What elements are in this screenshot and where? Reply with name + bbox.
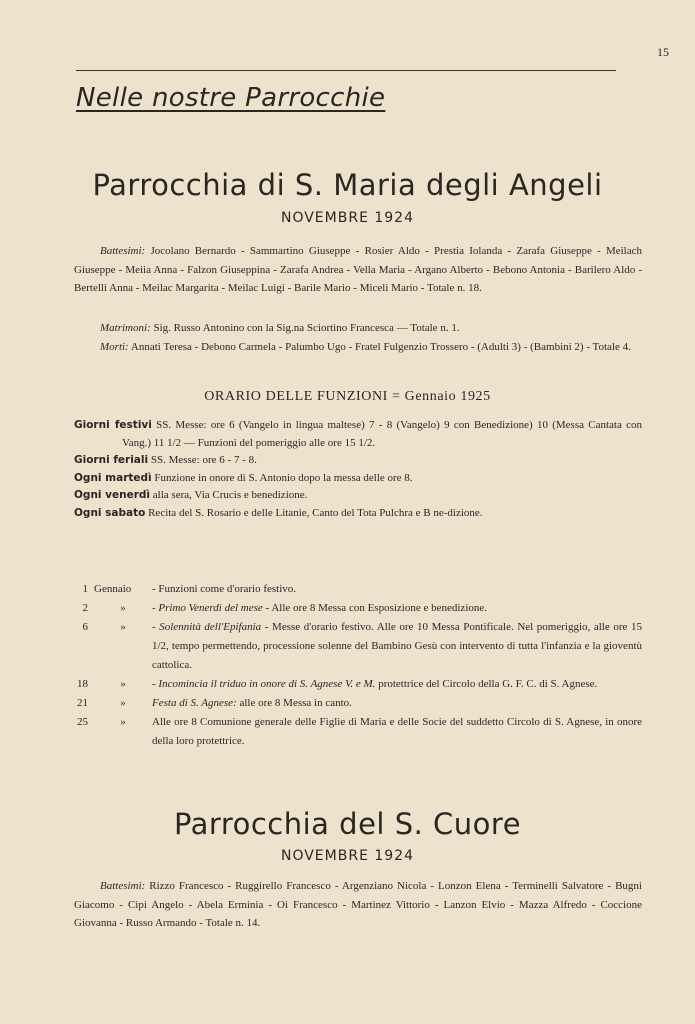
schedule-label: Ogni sabato	[74, 506, 146, 519]
parish-title-santa-maria: Parrocchia di S. Maria degli Angeli	[92, 168, 603, 202]
parish-title-sacro-cuore: Parrocchia del S. Cuore	[173, 807, 522, 841]
schedule-text: alla sera, Via Crucis e benedizione.	[152, 489, 308, 501]
schedule-text: SS. Messe: ore 6 (Vangelo in lingua maltese) 7 - 8 (Vangelo) 9 con Benedizione) 10 (Messa Cantata con Vang.) 11 1/2 — Funzioni del pomeriggio alle ore 15 1/2.	[122, 419, 642, 449]
schedule-row-venerdi	[74, 487, 642, 505]
calendar-month: »	[120, 716, 126, 728]
calendar-row	[74, 618, 642, 675]
calendar-detail: - Funzioni come d'orario festivo.	[152, 583, 297, 595]
schedule-label: Giorni festivi	[74, 419, 152, 431]
calendar-row	[74, 599, 642, 618]
baptisms-paragraph-santa-maria	[74, 242, 642, 298]
deaths-label: Morti:	[100, 341, 129, 353]
baptisms-label: Battesimi:	[100, 245, 146, 257]
calendar-event: - Solennità dell'Epifania	[152, 621, 262, 633]
calendar-detail: - Messe d'orario festivo. Alle ore 10 Messa Pontificale. Nel pomeriggio, alle ore 15 1/2, tempo permettendo, processione solenne del Bambino Gesù con intervento di tutta l'infanzia e la gioventù cattolica.	[152, 621, 642, 671]
parish-month-sacro-cuore: NOVEMBRE 1924	[280, 848, 414, 864]
schedule-label: Ogni venerdì	[74, 489, 151, 501]
baptisms-text: Rizzo Francesco - Ruggirello Francesco - Argenziano Nicola - Lonzon Elena - Terminelli Salvatore - Bugni Giacomo - Cipi Angelo - Abela Erminia - Oi Francesco - Martinez Vittorio - Lanzon Elvio - Mazza Alfredo - Coccione Giovanna - Russo Armando - Totale n. 14.	[74, 880, 642, 930]
service-schedule	[74, 417, 642, 522]
schedule-label: Ogni martedì	[74, 471, 152, 484]
schedule-row-martedi	[74, 470, 642, 488]
calendar-day: 1	[82, 583, 88, 595]
calendar-row	[74, 580, 642, 599]
calendar-day: 2	[82, 602, 88, 614]
calendar-month: »	[120, 621, 126, 633]
schedule-text: SS. Messe: ore 6 - 7 - 8.	[150, 454, 257, 466]
calendar-text	[152, 713, 642, 751]
marriages-paragraph-santa-maria	[74, 319, 642, 338]
calendar-row	[74, 675, 642, 694]
calendar-detail: alle ore 8 Messa in canto.	[239, 697, 352, 709]
calendar-month: »	[120, 697, 126, 709]
calendar-detail: - Alle ore 8 Messa con Esposizione e benedizione.	[265, 602, 488, 614]
calendar-detail: Alle ore 8 Comunione generale delle Figlie di Maria e delle Socie del suddetto Circolo di S. Agnese, in onore della loro protettrice.	[152, 716, 642, 747]
deaths-paragraph-santa-maria	[74, 338, 642, 357]
calendar-row	[74, 694, 642, 713]
baptisms-label: Battesimi:	[100, 880, 146, 892]
marriages-text: Sig. Russo Antonino con la Sig.na Sciortino Francesca — Totale n. 1.	[153, 322, 460, 334]
calendar-day: 6	[82, 621, 88, 633]
calendar-text	[152, 675, 642, 694]
baptisms-paragraph-sacro-cuore	[74, 877, 642, 933]
calendar-event: Festa di S. Agnese:	[152, 697, 237, 709]
january-calendar	[74, 580, 642, 751]
section-heading: Nelle nostre Parrocchie	[76, 83, 386, 113]
calendar-month: »	[120, 678, 126, 690]
calendar-row	[74, 713, 642, 751]
schedule-text: Funzione in onore di S. Antonio dopo la messa delle ore 8.	[154, 471, 413, 484]
calendar-day: 18	[77, 678, 88, 690]
schedule-text: Recita del S. Rosario e delle Litanie, Canto del Tota Pulchra e B ne-dizione.	[148, 506, 483, 519]
schedule-label: Giorni feriali	[74, 454, 149, 466]
parish-month-santa-maria: NOVEMBRE 1924	[280, 210, 414, 226]
page-number: 15	[657, 45, 669, 59]
calendar-day: 21	[77, 697, 88, 709]
schedule-row-sabato	[74, 505, 642, 523]
calendar-text	[152, 694, 642, 713]
baptisms-text: Jocolano Bernardo - Sammartino Giuseppe - Rosier Aldo - Prestia Iolanda - Zarafa Giuseppe - Meilach Giuseppe - Meiia Anna - Falzon Giuseppina - Zarafa Andrea - Vella Maria - Argano Alberto - Bebono Antonia - Barilero Aldo - Bertelli Anna - Meilac Margarita - Meilac Luigi - Barile Mario - Miceli Mario - Totale n. 18.	[74, 245, 643, 295]
calendar-event: - Incomincia il triduo in onore di S. Agnese V. e M.	[152, 678, 376, 690]
calendar-detail: protettrice del Circolo della G. F. C. di S. Agnese.	[378, 678, 598, 690]
header-rule	[76, 70, 616, 71]
calendar-text	[152, 599, 642, 618]
service-schedule-title: ORARIO DELLE FUNZIONI = Gennaio 1925	[204, 389, 491, 404]
calendar-day: 25	[77, 716, 88, 728]
calendar-text	[152, 618, 642, 675]
schedule-row-festivi	[74, 417, 642, 452]
marriages-label: Matrimoni:	[100, 322, 151, 334]
deaths-text: Annati Teresa - Debono Carmela - Palumbo Ugo - Fratel Fulgenzio Trossero - (Adulti 3) - (Bambini 2) - Totale 4.	[130, 341, 631, 353]
calendar-text	[152, 580, 642, 599]
calendar-month: Gennaio	[94, 583, 132, 595]
calendar-month: »	[120, 602, 126, 614]
schedule-row-feriali	[74, 452, 642, 470]
calendar-event: - Primo Venerdì del mese	[152, 602, 263, 614]
